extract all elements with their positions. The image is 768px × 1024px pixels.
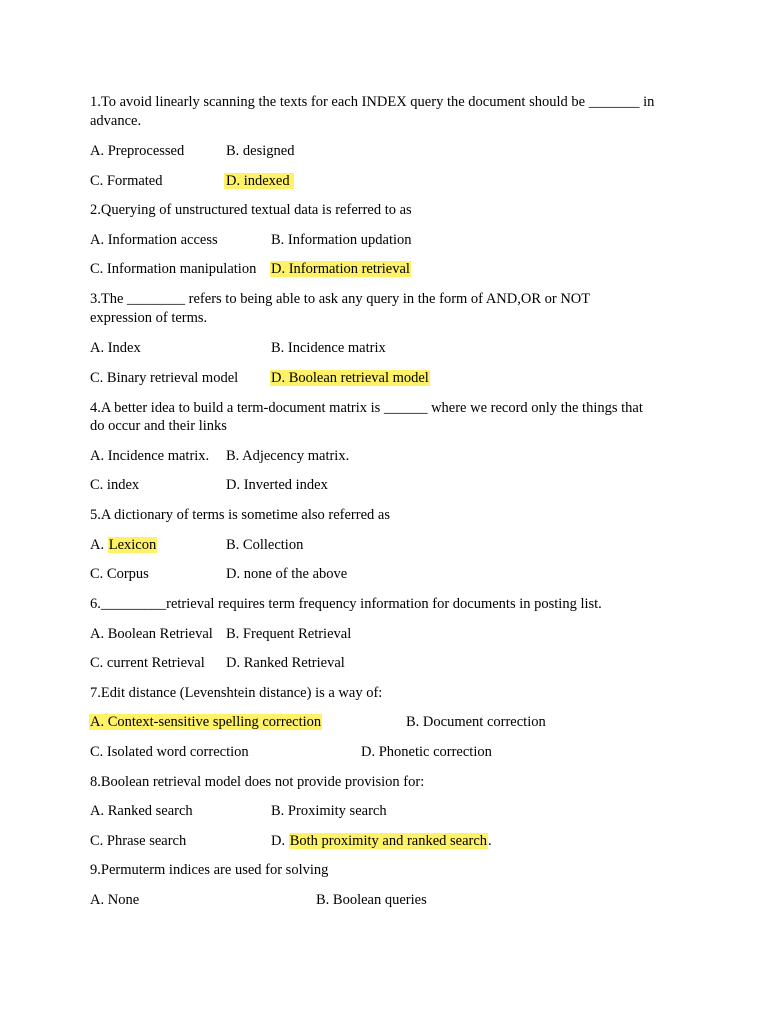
answer-highlight: Both proximity and ranked search	[289, 833, 488, 849]
question-7-option-c: C. Isolated word correction	[90, 744, 249, 760]
question-5-option-d: D. none of the above	[226, 566, 348, 582]
question-6-option-b: B. Frequent Retrieval	[226, 626, 352, 642]
question-8-stem: 8.Boolean retrieval model does not provide provision for:	[90, 774, 425, 790]
answer-highlight: D. indexed	[224, 173, 294, 189]
question-7-option-a-answer	[89, 713, 322, 732]
question-3-option-a: A. Index	[90, 340, 141, 356]
answer-highlight: A. Context-sensitive spelling correction	[90, 714, 322, 730]
question-4-option-d: D. Inverted index	[226, 477, 328, 493]
option-letter: A.	[90, 537, 108, 553]
question-1-option-d-answer	[224, 172, 294, 191]
question-2-option-a: A. Information access	[90, 232, 218, 248]
answer-highlight: Lexicon	[108, 537, 157, 553]
question-5-stem: 5.A dictionary of terms is sometime also referred as	[90, 507, 390, 523]
option-letter: D.	[271, 833, 289, 849]
question-9-stem: 9.Permuterm indices are used for solving	[90, 862, 329, 878]
question-3-option-d-answer	[270, 369, 430, 388]
question-9-option-b: B. Boolean queries	[316, 892, 427, 908]
question-3-stem-line-1: 3.The ________ refers to being able to ask any query in the form of AND,OR or NOT	[90, 291, 591, 307]
question-1-stem-line-1: 1.To avoid linearly scanning the texts for each INDEX query the document should be _______ in	[90, 94, 655, 110]
question-3-stem-line-2: expression of terms.	[90, 310, 208, 326]
question-4-option-a: A. Incidence matrix.	[90, 448, 210, 464]
question-7-option-b: B. Document correction	[406, 714, 546, 730]
question-8-option-d-answer	[271, 832, 492, 851]
question-1-option-a: A. Preprocessed	[90, 143, 185, 159]
question-5-option-a-answer	[90, 536, 157, 555]
question-6-option-d: D. Ranked Retrieval	[226, 655, 345, 671]
question-8-option-c: C. Phrase search	[90, 833, 187, 849]
question-2-option-b: B. Information updation	[271, 232, 412, 248]
question-4-stem-line-2: do occur and their links	[90, 418, 227, 434]
question-4-option-b: B. Adjecency matrix.	[226, 448, 350, 464]
question-1-option-b: B. designed	[226, 143, 295, 159]
question-3-option-c: C. Binary retrieval model	[90, 370, 239, 386]
question-1-option-c: C. Formated	[90, 173, 163, 189]
question-7-option-d: D. Phonetic correction	[361, 744, 492, 760]
question-1-stem-line-2: advance.	[90, 113, 142, 129]
question-4-option-c: C. index	[90, 477, 140, 493]
answer-highlight: D. Boolean retrieval model	[271, 370, 429, 386]
question-5-option-b: B. Collection	[226, 537, 304, 553]
question-8-option-a: A. Ranked search	[90, 803, 193, 819]
question-8-option-b: B. Proximity search	[271, 803, 387, 819]
question-5-option-c: C. Corpus	[90, 566, 149, 582]
question-2-option-c: C. Information manipulation	[90, 261, 257, 277]
question-2-option-d-answer	[270, 260, 411, 279]
question-3-option-b: B. Incidence matrix	[271, 340, 386, 356]
question-4-stem-line-1: 4.A better idea to build a term-document matrix is ______ where we record only the things that	[90, 400, 643, 416]
question-7-stem: 7.Edit distance (Levenshtein distance) is a way of:	[90, 685, 383, 701]
answer-suffix: .	[488, 833, 492, 849]
question-9-option-a: A. None	[90, 892, 140, 908]
question-6-stem: 6._________retrieval requires term frequency information for documents in posting list.	[90, 596, 602, 612]
answer-highlight: D. Information retrieval	[271, 261, 410, 277]
question-2-stem: 2.Querying of unstructured textual data is referred to as	[90, 202, 412, 218]
question-6-option-c: C. current Retrieval	[90, 655, 205, 671]
question-6-option-a: A. Boolean Retrieval	[90, 626, 213, 642]
